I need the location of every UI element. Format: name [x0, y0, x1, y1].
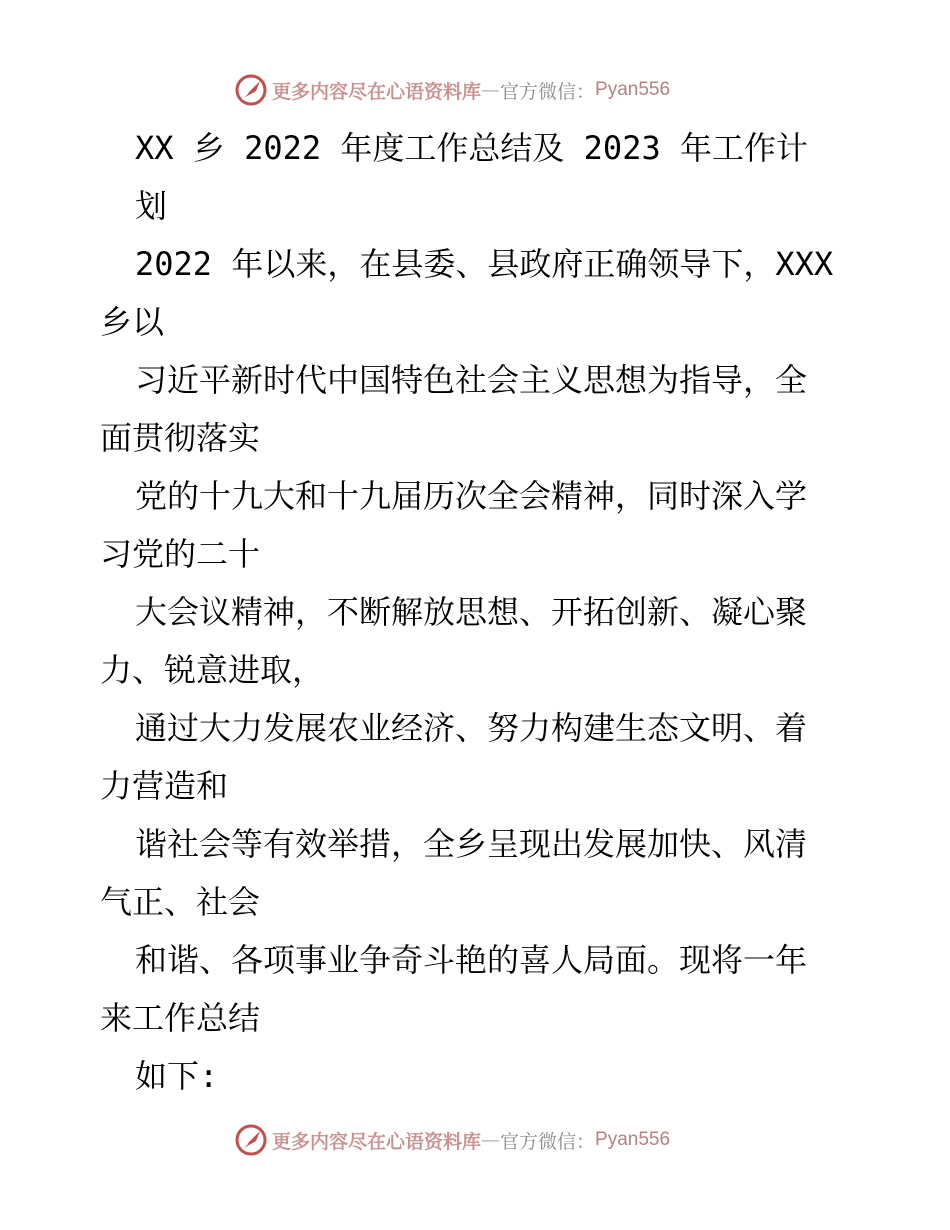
watermark-main-text: 更多内容尽在心语资料库	[272, 1130, 482, 1153]
quill-pen-logo-icon	[234, 1123, 268, 1157]
document-body	[100, 126, 860, 1112]
paragraph-line: 和谐、各项事业争奇斗艳的喜人局面。现将一年	[135, 941, 808, 979]
paragraph-line: 党的十九大和十九届历次全会精神，同时深入学	[135, 477, 808, 515]
paragraph-line: 乡以	[100, 303, 165, 341]
watermark-wechat-id: Pyan556	[595, 79, 671, 100]
paragraph-line: 通过大力发展农业经济、努力构建生态文明、着	[135, 709, 808, 747]
watermark-wechat-id: Pyan556	[595, 1129, 671, 1150]
paragraph-line: 力营造和	[100, 767, 229, 805]
paragraph-line: 面贯彻落实	[100, 419, 261, 457]
paragraph-line: 来工作总结	[100, 999, 261, 1037]
watermark-official-label: 官方微信：	[500, 80, 596, 103]
header-watermark	[234, 72, 670, 108]
paragraph-line: 气正、社会	[100, 883, 261, 921]
paragraph-line: 习近平新时代中国特色社会主义思想为指导，全	[135, 361, 808, 399]
paragraph-line: 如下:	[135, 1057, 219, 1095]
paragraph-line: 力、锐意进取，	[100, 651, 325, 689]
watermark-official-label: 官方微信：	[500, 1130, 596, 1153]
paragraph-line: 2022 年以来，在县委、县政府正确领导下，XXX	[135, 245, 834, 283]
watermark-separator: —	[481, 79, 501, 101]
footer-watermark	[234, 1122, 670, 1158]
paragraph-line: 习党的二十	[100, 535, 261, 573]
paragraph-line: 谐社会等有效举措，全乡呈现出发展加快、风清	[135, 825, 808, 863]
document-title-line-1: XX 乡 2022 年度工作总结及 2023 年工作计	[135, 129, 808, 167]
watermark-separator: —	[481, 1129, 501, 1151]
watermark-main-text: 更多内容尽在心语资料库	[272, 80, 482, 103]
paragraph-line: 大会议精神，不断解放思想、开拓创新、凝心聚	[135, 593, 808, 631]
quill-pen-logo-icon	[234, 73, 268, 107]
document-title-line-2: 划	[135, 187, 168, 225]
